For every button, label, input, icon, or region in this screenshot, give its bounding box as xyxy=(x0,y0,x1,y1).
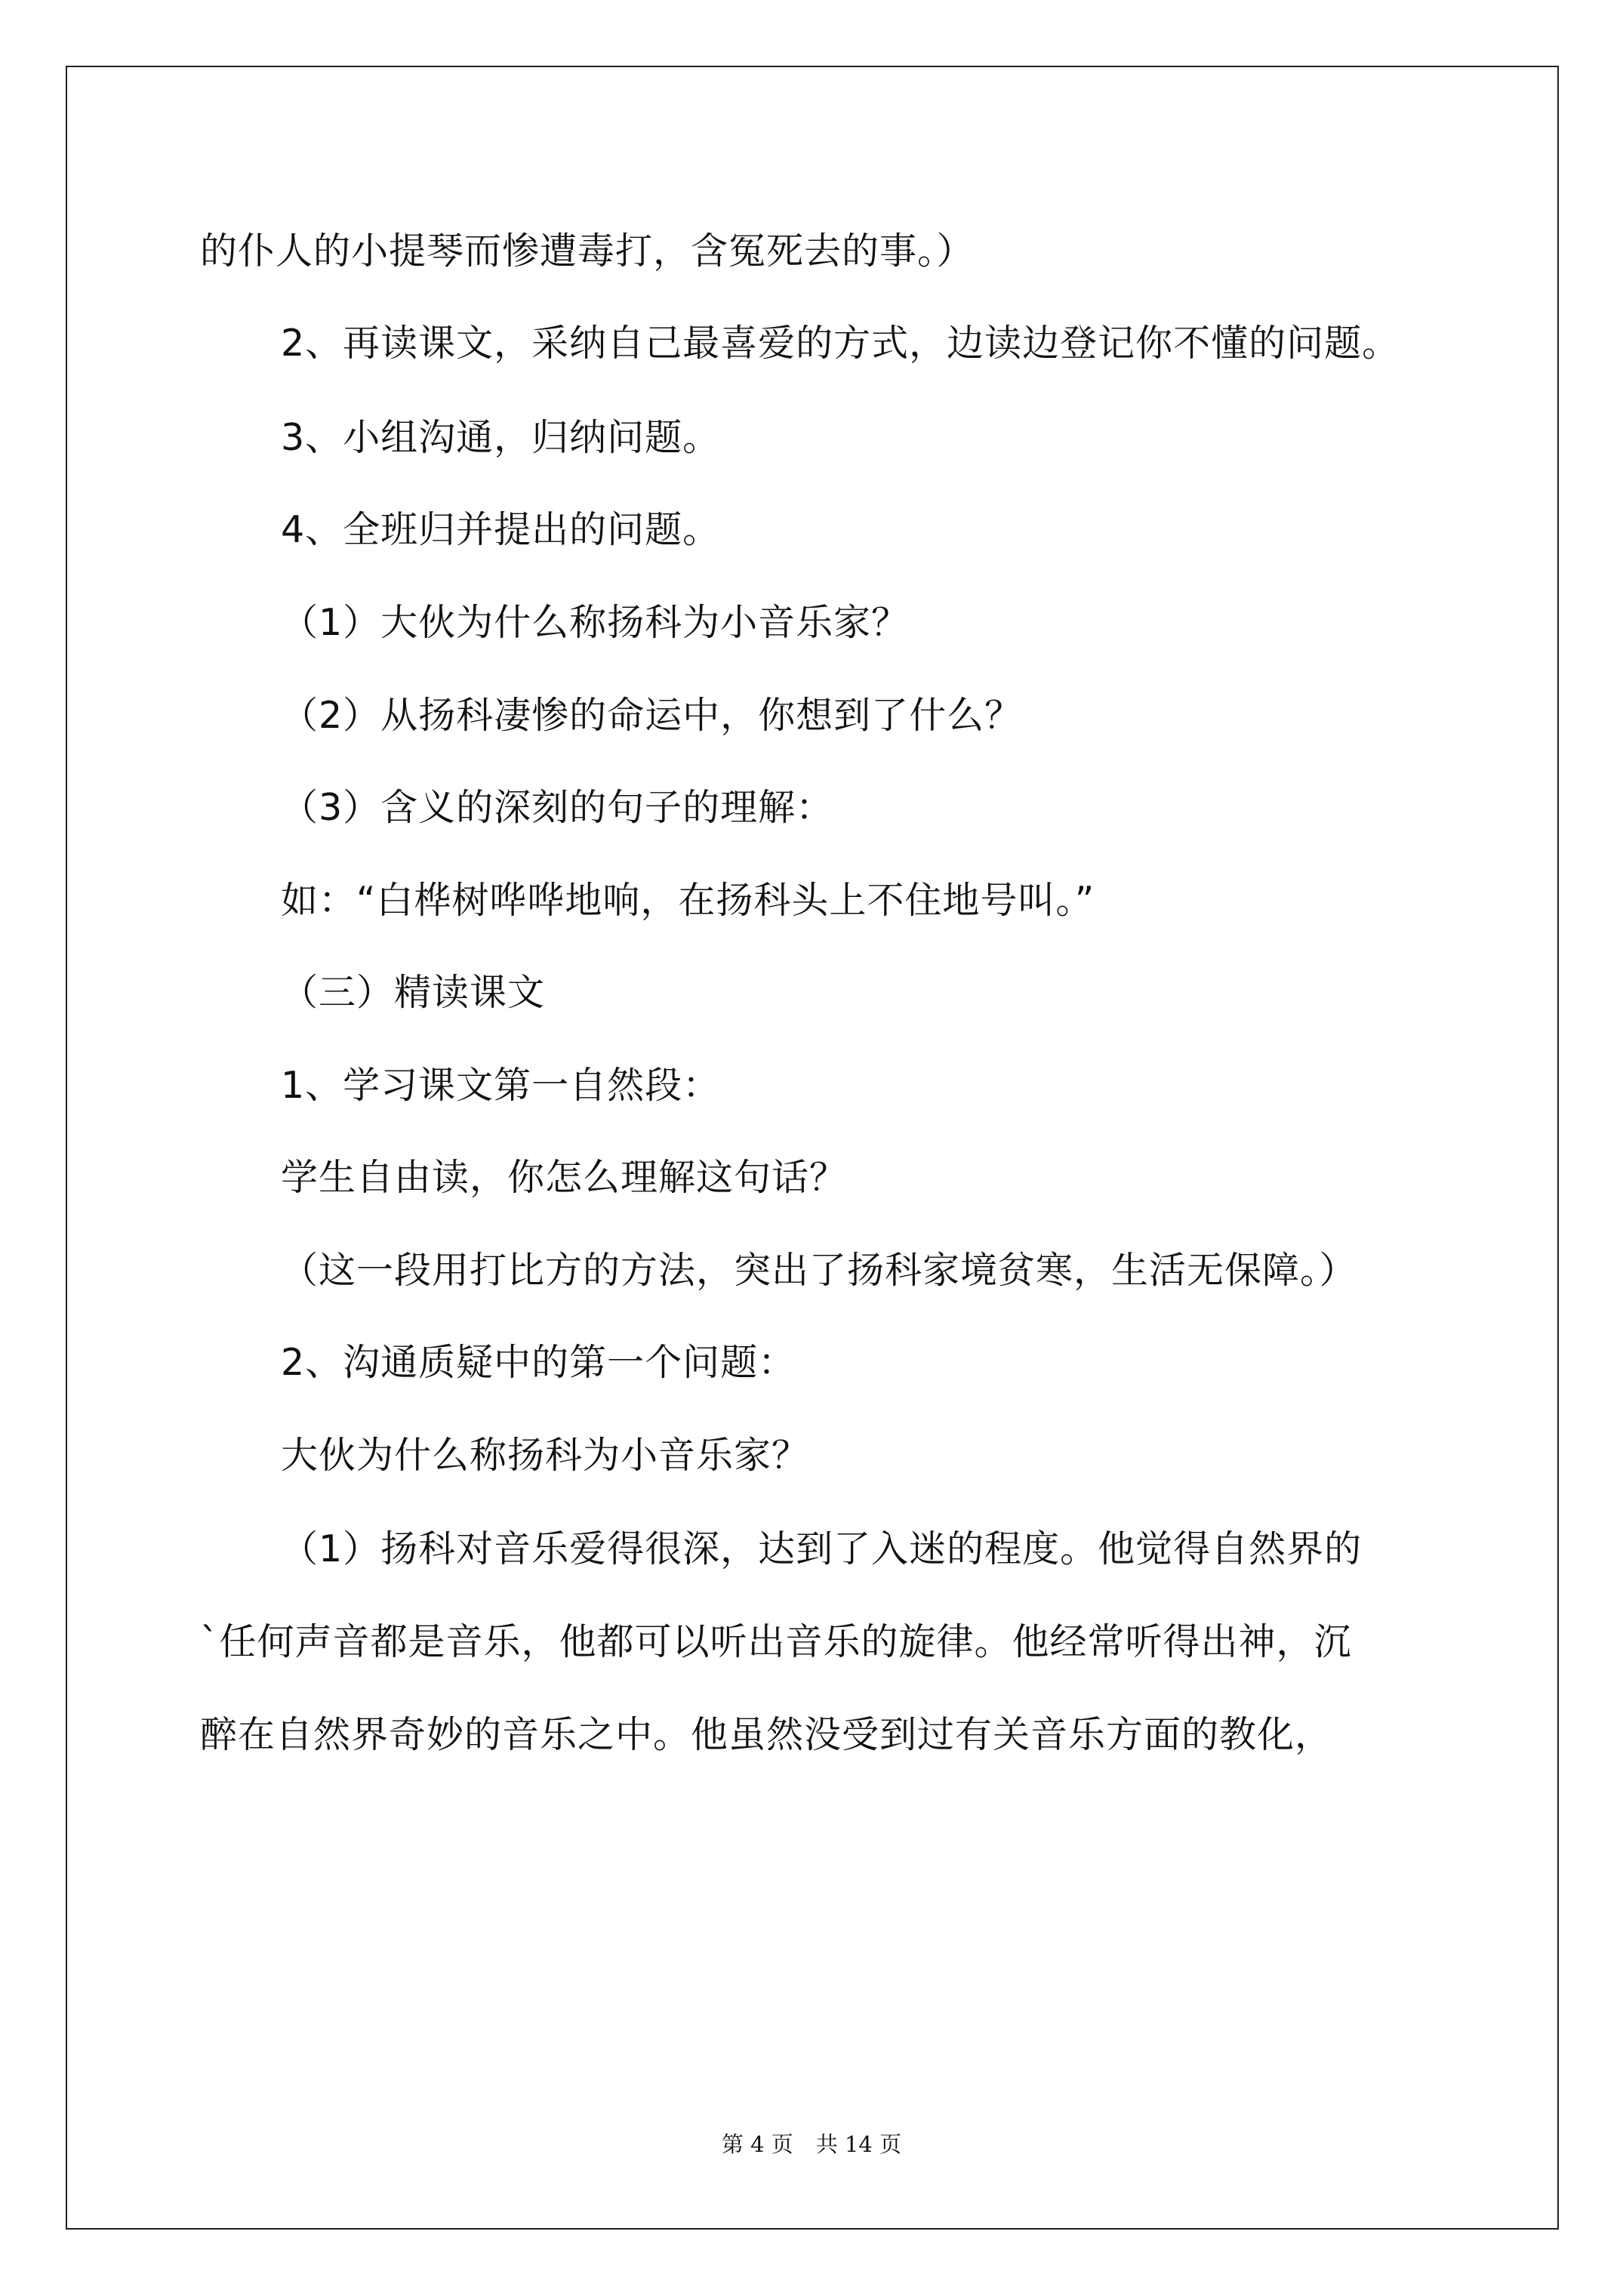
text-line-10: 1、学习课文第一自然段： xyxy=(281,1064,721,1107)
text-line-8: 如：“白桦树哗哗地响，在扬科头上不住地号叫。” xyxy=(281,879,1095,922)
page-footer xyxy=(0,2129,1623,2159)
text-line-11: 学生自由读，你怎么理解这句话？ xyxy=(281,1156,848,1199)
text-line-12: （这一段用打比方的方法，突出了扬科家境贫寒，生活无保障。） xyxy=(281,1249,1357,1292)
text-line-14: 大伙为什么称扬科为小音乐家？ xyxy=(281,1434,810,1477)
page-border xyxy=(66,66,1559,2230)
text-line-15: （1）扬科对音乐爱得很深，达到了入迷的程度。他觉得自然界的 xyxy=(281,1527,1363,1570)
text-line-17: 醉在自然界奇妙的音乐之中。他虽然没受到过有关音乐方面的教化， xyxy=(200,1713,1333,1756)
text-line-13: 2、沟通质疑中的第一个问题： xyxy=(281,1341,796,1384)
text-line-3: 3、小组沟通，归纳问题。 xyxy=(281,416,721,459)
text-line-16: `任何声音都是音乐，他都可以听出音乐的旋律。他经常听得出神，沉 xyxy=(200,1620,1352,1663)
page-number: 第 4 页 xyxy=(721,2131,793,2157)
text-line-9: （三）精读课文 xyxy=(281,971,546,1014)
text-line-1: 的仆人的小提琴而惨遭毒打，含冤死去的事。） xyxy=(200,230,975,273)
total-pages: 共 14 页 xyxy=(815,2131,902,2157)
text-line-4: 4、全班归并提出的问题。 xyxy=(281,508,721,551)
text-line-5: （1）大伙为什么称扬科为小音乐家？ xyxy=(281,601,910,644)
text-line-2: 2、再读课文，采纳自己最喜爱的方式，边读边登记你不懂的问题。 xyxy=(281,322,1400,365)
text-line-6: （2）从扬科凄惨的命运中，你想到了什么？ xyxy=(281,694,1023,737)
text-line-7: （3）含义的深刻的句子的理解： xyxy=(281,786,834,829)
